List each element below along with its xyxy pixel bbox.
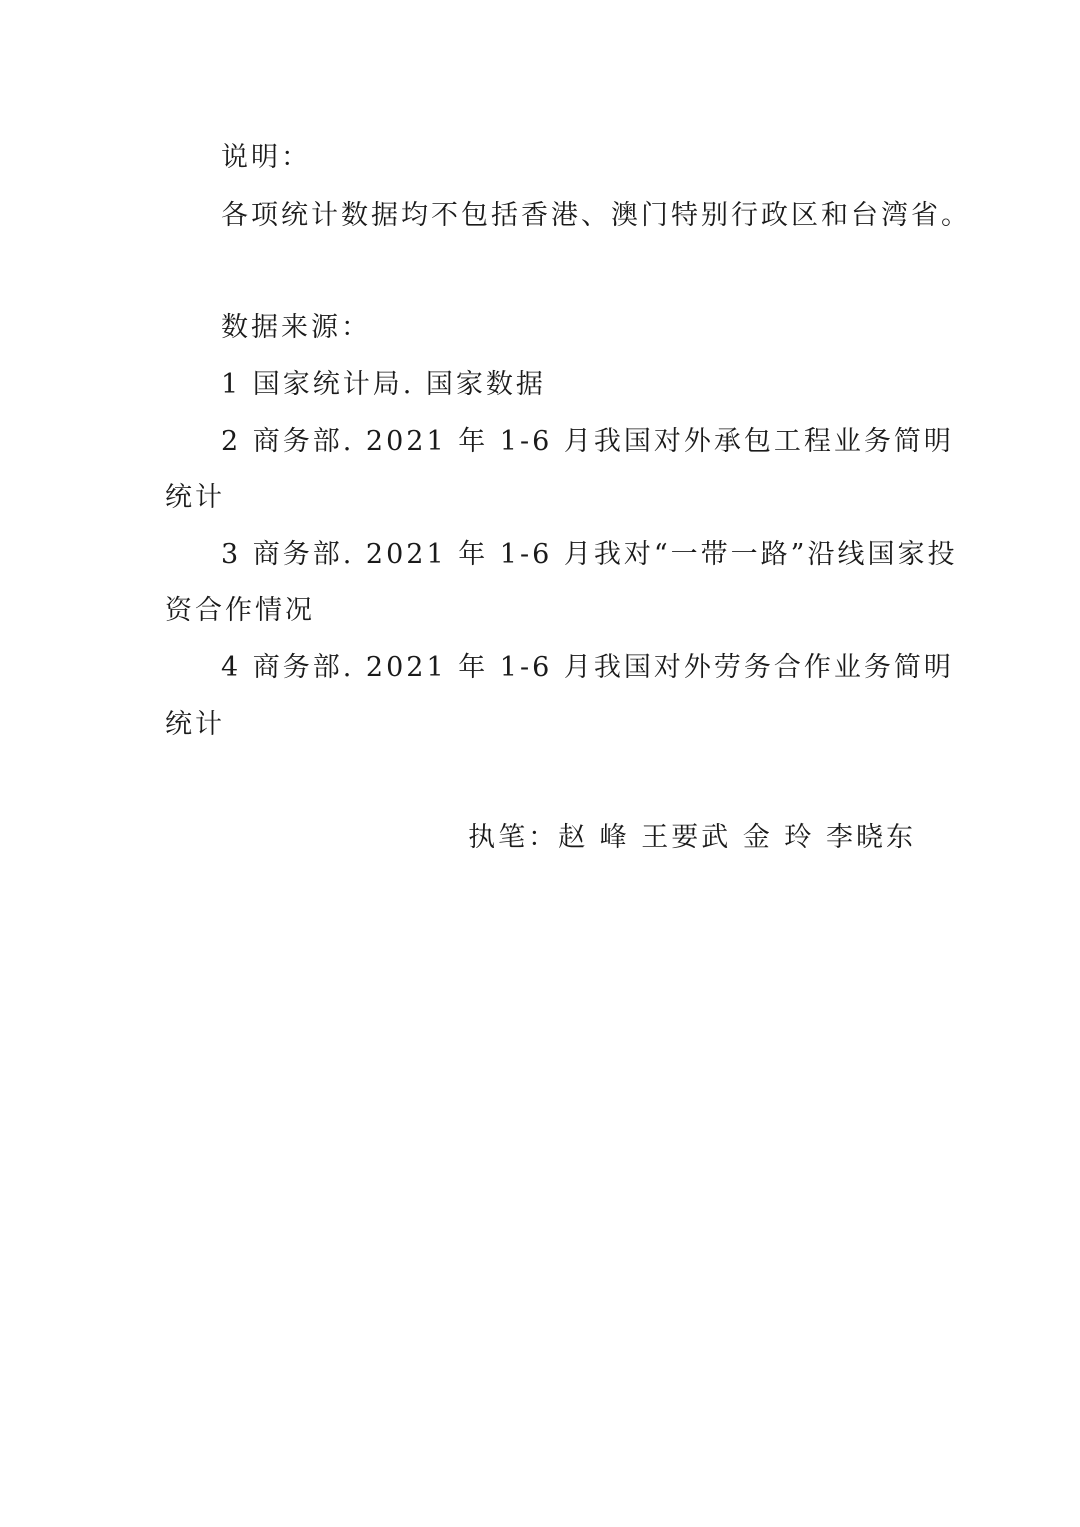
source-item-4: 4 商务部. 2021 年 1-6 月我国对外劳务合作业务简明 bbox=[221, 652, 954, 683]
source-item-2-continuation: 统计 bbox=[165, 482, 225, 513]
source-item-3: 3 商务部. 2021 年 1-6 月我对“一带一路”沿线国家投 bbox=[221, 539, 958, 570]
source-item-3-continuation: 资合作情况 bbox=[165, 595, 315, 626]
source-item-4-continuation: 统计 bbox=[165, 709, 225, 740]
notes-text: 各项统计数据均不包括香港、澳门特别行政区和台湾省。 bbox=[221, 200, 971, 231]
authors-line: 执笔：赵 峰 王要武 金 玲 李晓东 bbox=[468, 822, 916, 853]
source-item-2: 2 商务部. 2021 年 1-6 月我国对外承包工程业务简明 bbox=[221, 426, 954, 457]
sources-heading: 数据来源： bbox=[221, 312, 371, 343]
notes-heading: 说明： bbox=[221, 142, 311, 173]
source-item-1: 1 国家统计局. 国家数据 bbox=[221, 369, 546, 400]
